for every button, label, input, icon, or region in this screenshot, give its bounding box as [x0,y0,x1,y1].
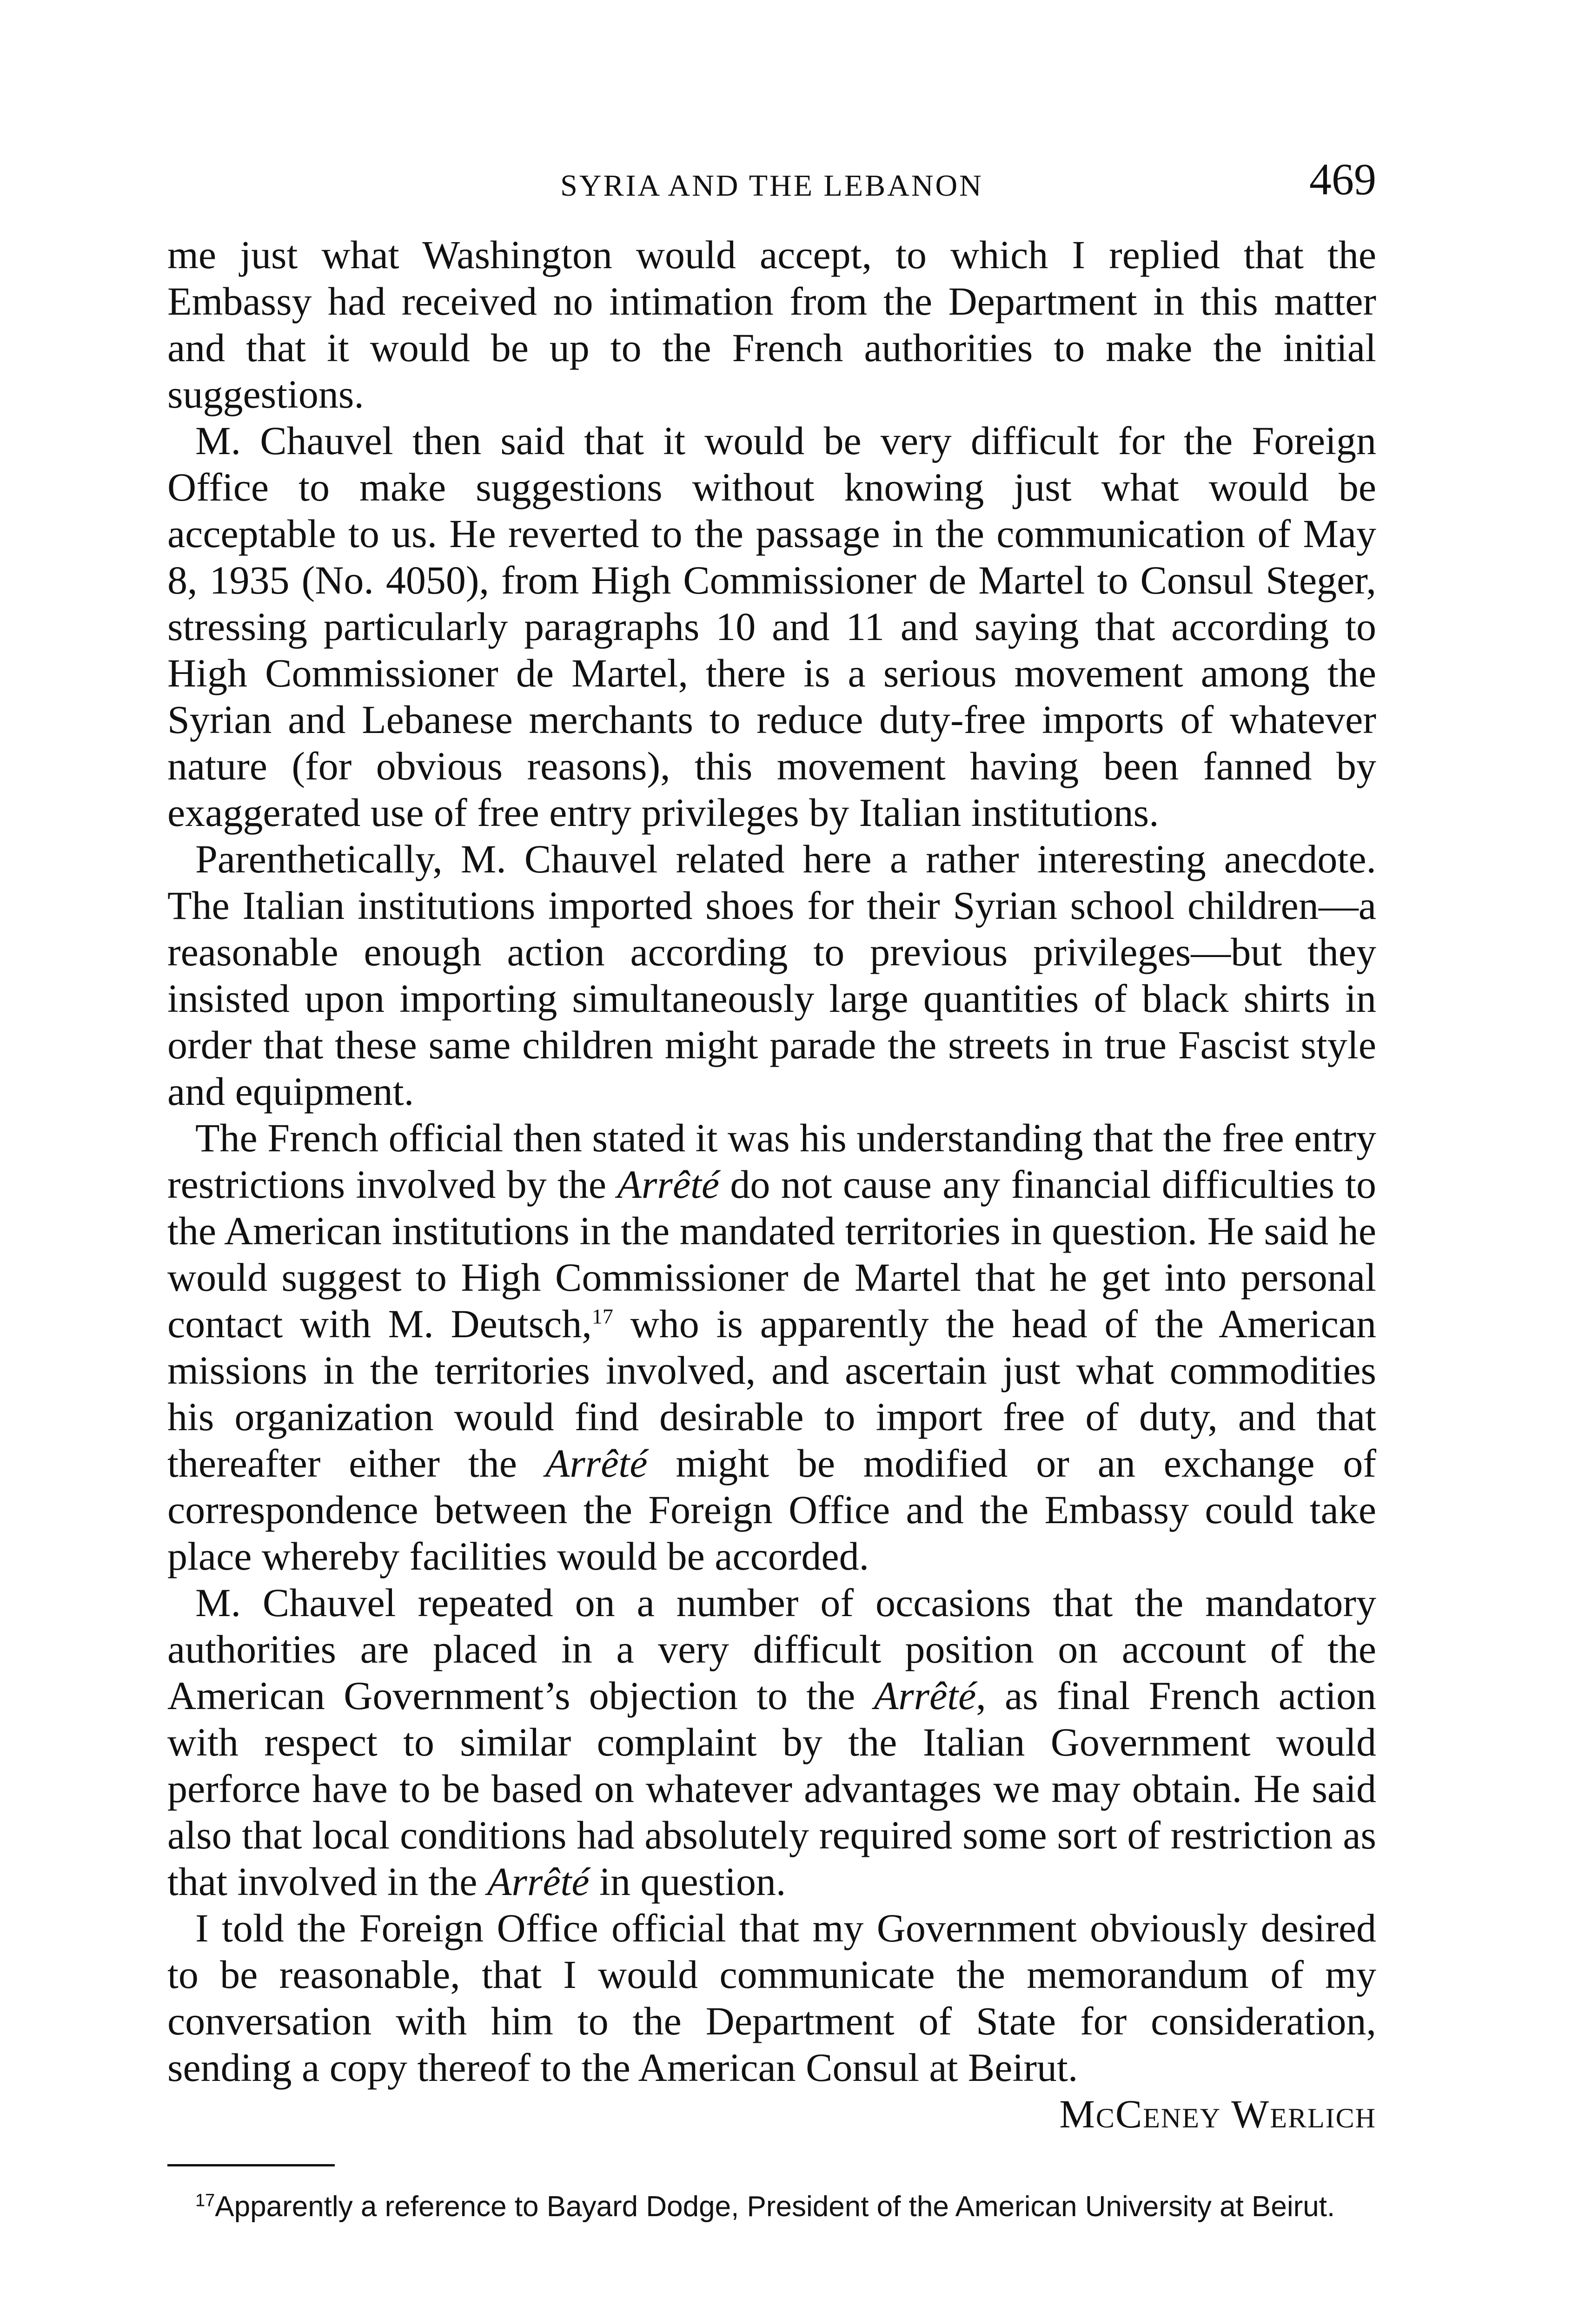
paragraph-5-part-c: in question. [599,1859,786,1904]
paragraph-4-part-d: might be modified or an exchange of correspondence between the Foreign Office and the Embassy could take place whereby facilities would be accorded. [167,1441,1376,1578]
paragraph-4-part-b: do not cause any financial difficulties to the American institutions in the mandated territories in question. He said he would suggest to High Commissioner de Martel that he get into personal contact with M. Deutsch, [167,1162,1377,1346]
signature: McCeney Werlich [1059,2092,1376,2136]
footnote [167,2189,1376,2225]
arrete-term: Arrêté [617,1162,720,1207]
arrete-term: Arrêté [874,1673,976,1718]
arrete-term: Arrêté [487,1859,590,1904]
footnote-text: Apparently a reference to Bayard Dodge, President of the American University at Beirut. [215,2191,1335,2223]
paragraph-4-part-a: The French official then stated it was his understanding that the free entry restrictions involved by the [167,1116,1376,1207]
paragraph-6: I told the Foreign Office official that my Government obviously desired to be reasonable, that I would communicate the memorandum of my conversation with him to the Department of State for consideration, sending a copy thereof to the American Consul at Beirut. [167,1906,1376,2090]
document-page [167,153,1376,2225]
running-title: SYRIA AND THE LEBANON [560,169,983,203]
paragraph-5-part-b: , as final French action with respect to similar complaint by the Italian Government would perforce have to be based on whatever advantages we may obtain. He said also that local conditions had absolutely required some sort of restriction as that involved in the [167,1673,1376,1904]
footnote-divider [167,2164,335,2166]
paragraph-1: me just what Washington would accept, to which I replied that the Embassy had received no intimation from the Department in this matter and that it would be up to the French authorities to make the initial suggestions. [167,232,1376,416]
page-number: 469 [1309,154,1376,204]
running-header [167,153,1376,209]
footnote-marker: 17 [195,2191,215,2211]
body-text [167,231,1376,2091]
paragraph-5-part-a: M. Chauvel repeated on a number of occasions that the mandatory authorities are placed in a very difficult position on account of the American Government’s objection to the [167,1580,1376,1718]
footnote-reference: 17 [591,1304,613,1328]
paragraph-4-part-c: who is apparently the head of the American missions in the territories involved, and ascertain just what commodities his organization would find desirable to import free of duty, and that thereafter either the [167,1301,1376,1486]
paragraph-4 [167,1115,1376,1579]
paragraph-5 [167,1579,1376,1905]
arrete-term: Arrêté [545,1441,648,1486]
paragraph-3: Parenthetically, M. Chauvel related here a rather interesting anecdote. The Italian institutions imported shoes for their Syrian school children—a reasonable enough action according to previous privileges—but they insisted upon importing simultaneously large quantities of black shirts in order that these same children might parade the streets in true Fascist style and equipment. [167,837,1376,1114]
paragraph-2: M. Chauvel then said that it would be very difficult for the Foreign Office to make suggestions without knowing just what would be acceptable to us. He reverted to the passage in the communication of May 8, 1935 (No. 4050), from High Commissioner de Martel to Consul Steger, stressing particularly paragraphs 10 and 11 and saying that according to High Commissioner de Martel, there is a serious movement among the Syrian and Lebanese merchants to reduce duty-free imports of whatever nature (for obvious reasons), this movement having been fanned by exaggerated use of free entry privileges by Italian institutions. [167,418,1376,835]
